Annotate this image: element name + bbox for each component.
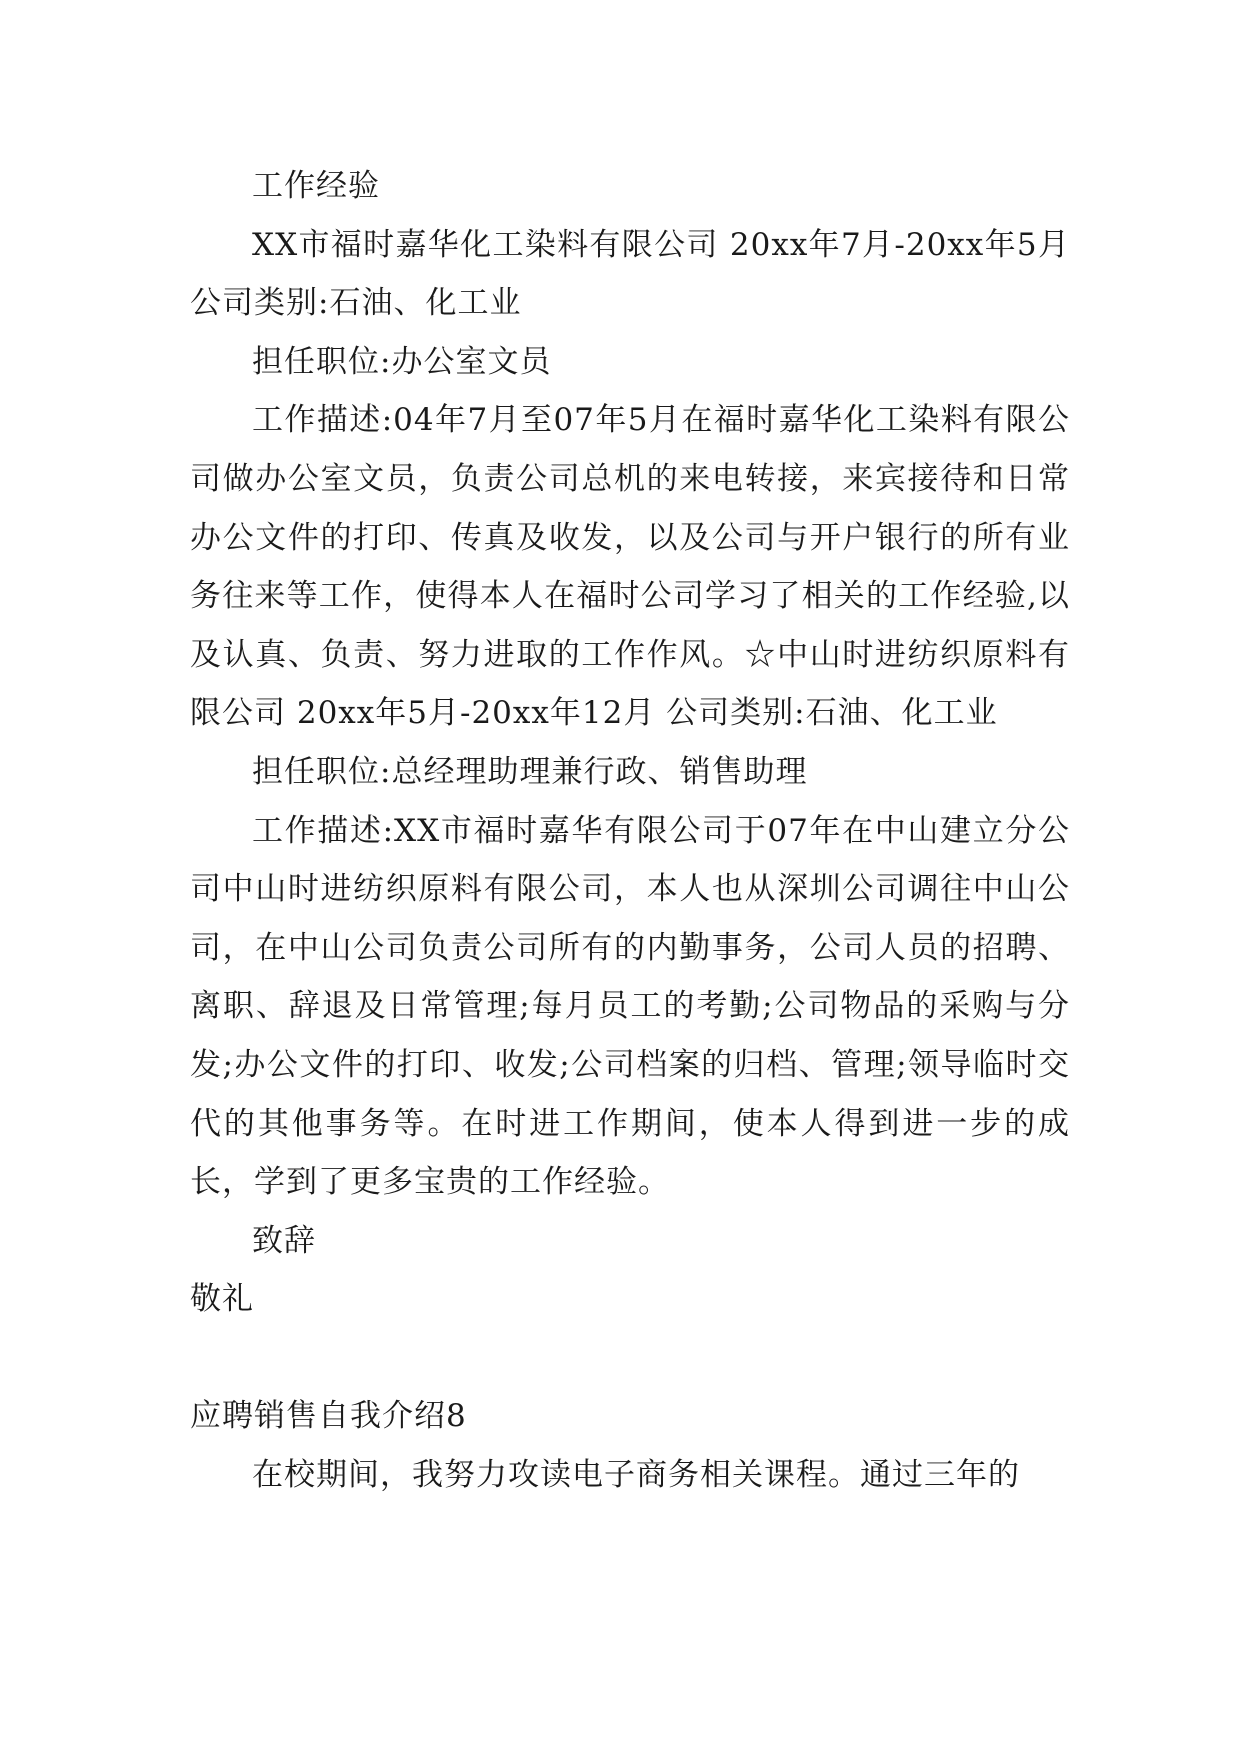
section-title-8: 应聘销售自我介绍8 bbox=[190, 1398, 467, 1435]
document-body bbox=[190, 157, 1070, 1505]
company-entry-1: XX市福时嘉华化工染料有限公司 20xx年7月-20xx年5月 公司类别:石油、化工业 bbox=[190, 226, 1070, 322]
blank-line bbox=[190, 1329, 1070, 1388]
job-description-2: 工作描述:XX市福时嘉华有限公司于07年在中山建立分公司中山时进纺织原料有限公司，本人也从深圳公司调往中山公司，在中山公司负责公司所有的内勤事务，公司人员的招聘、离职、辞退及日常管理;每月员工的考勤;公司物品的采购与分发;办公文件的打印、收发;公司档案的归档、管理;领导临时交代的其他事务等。在时进工作期间，使本人得到进一步的成长，学到了更多宝贵的工作经验。 bbox=[190, 812, 1070, 1201]
salutation: 敬礼 bbox=[190, 1281, 254, 1318]
closing-word: 致辞 bbox=[252, 1222, 316, 1259]
position-1: 担任职位:办公室文员 bbox=[252, 343, 552, 380]
section-heading-work-experience: 工作经验 bbox=[252, 168, 380, 204]
position-2: 担任职位:总经理助理兼行政、销售助理 bbox=[252, 753, 808, 790]
intro-paragraph: 在校期间，我努力攻读电子商务相关课程。通过三年的 bbox=[252, 1457, 1020, 1494]
job-description-1: 工作描述:04年7月至07年5月在福时嘉华化工染料有限公司做办公室文员，负责公司总机的来电转接，来宾接待和日常办公文件的打印、传真及收发，以及公司与开户银行的所有业务往来等工作，使得本人在福时公司学习了相关的工作经验,以及认真、负责、努力进取的工作作风。☆中山时进纺织原料有限公司 20xx年5月-20xx年12月 公司类别:石油、化工业 bbox=[190, 402, 1070, 732]
